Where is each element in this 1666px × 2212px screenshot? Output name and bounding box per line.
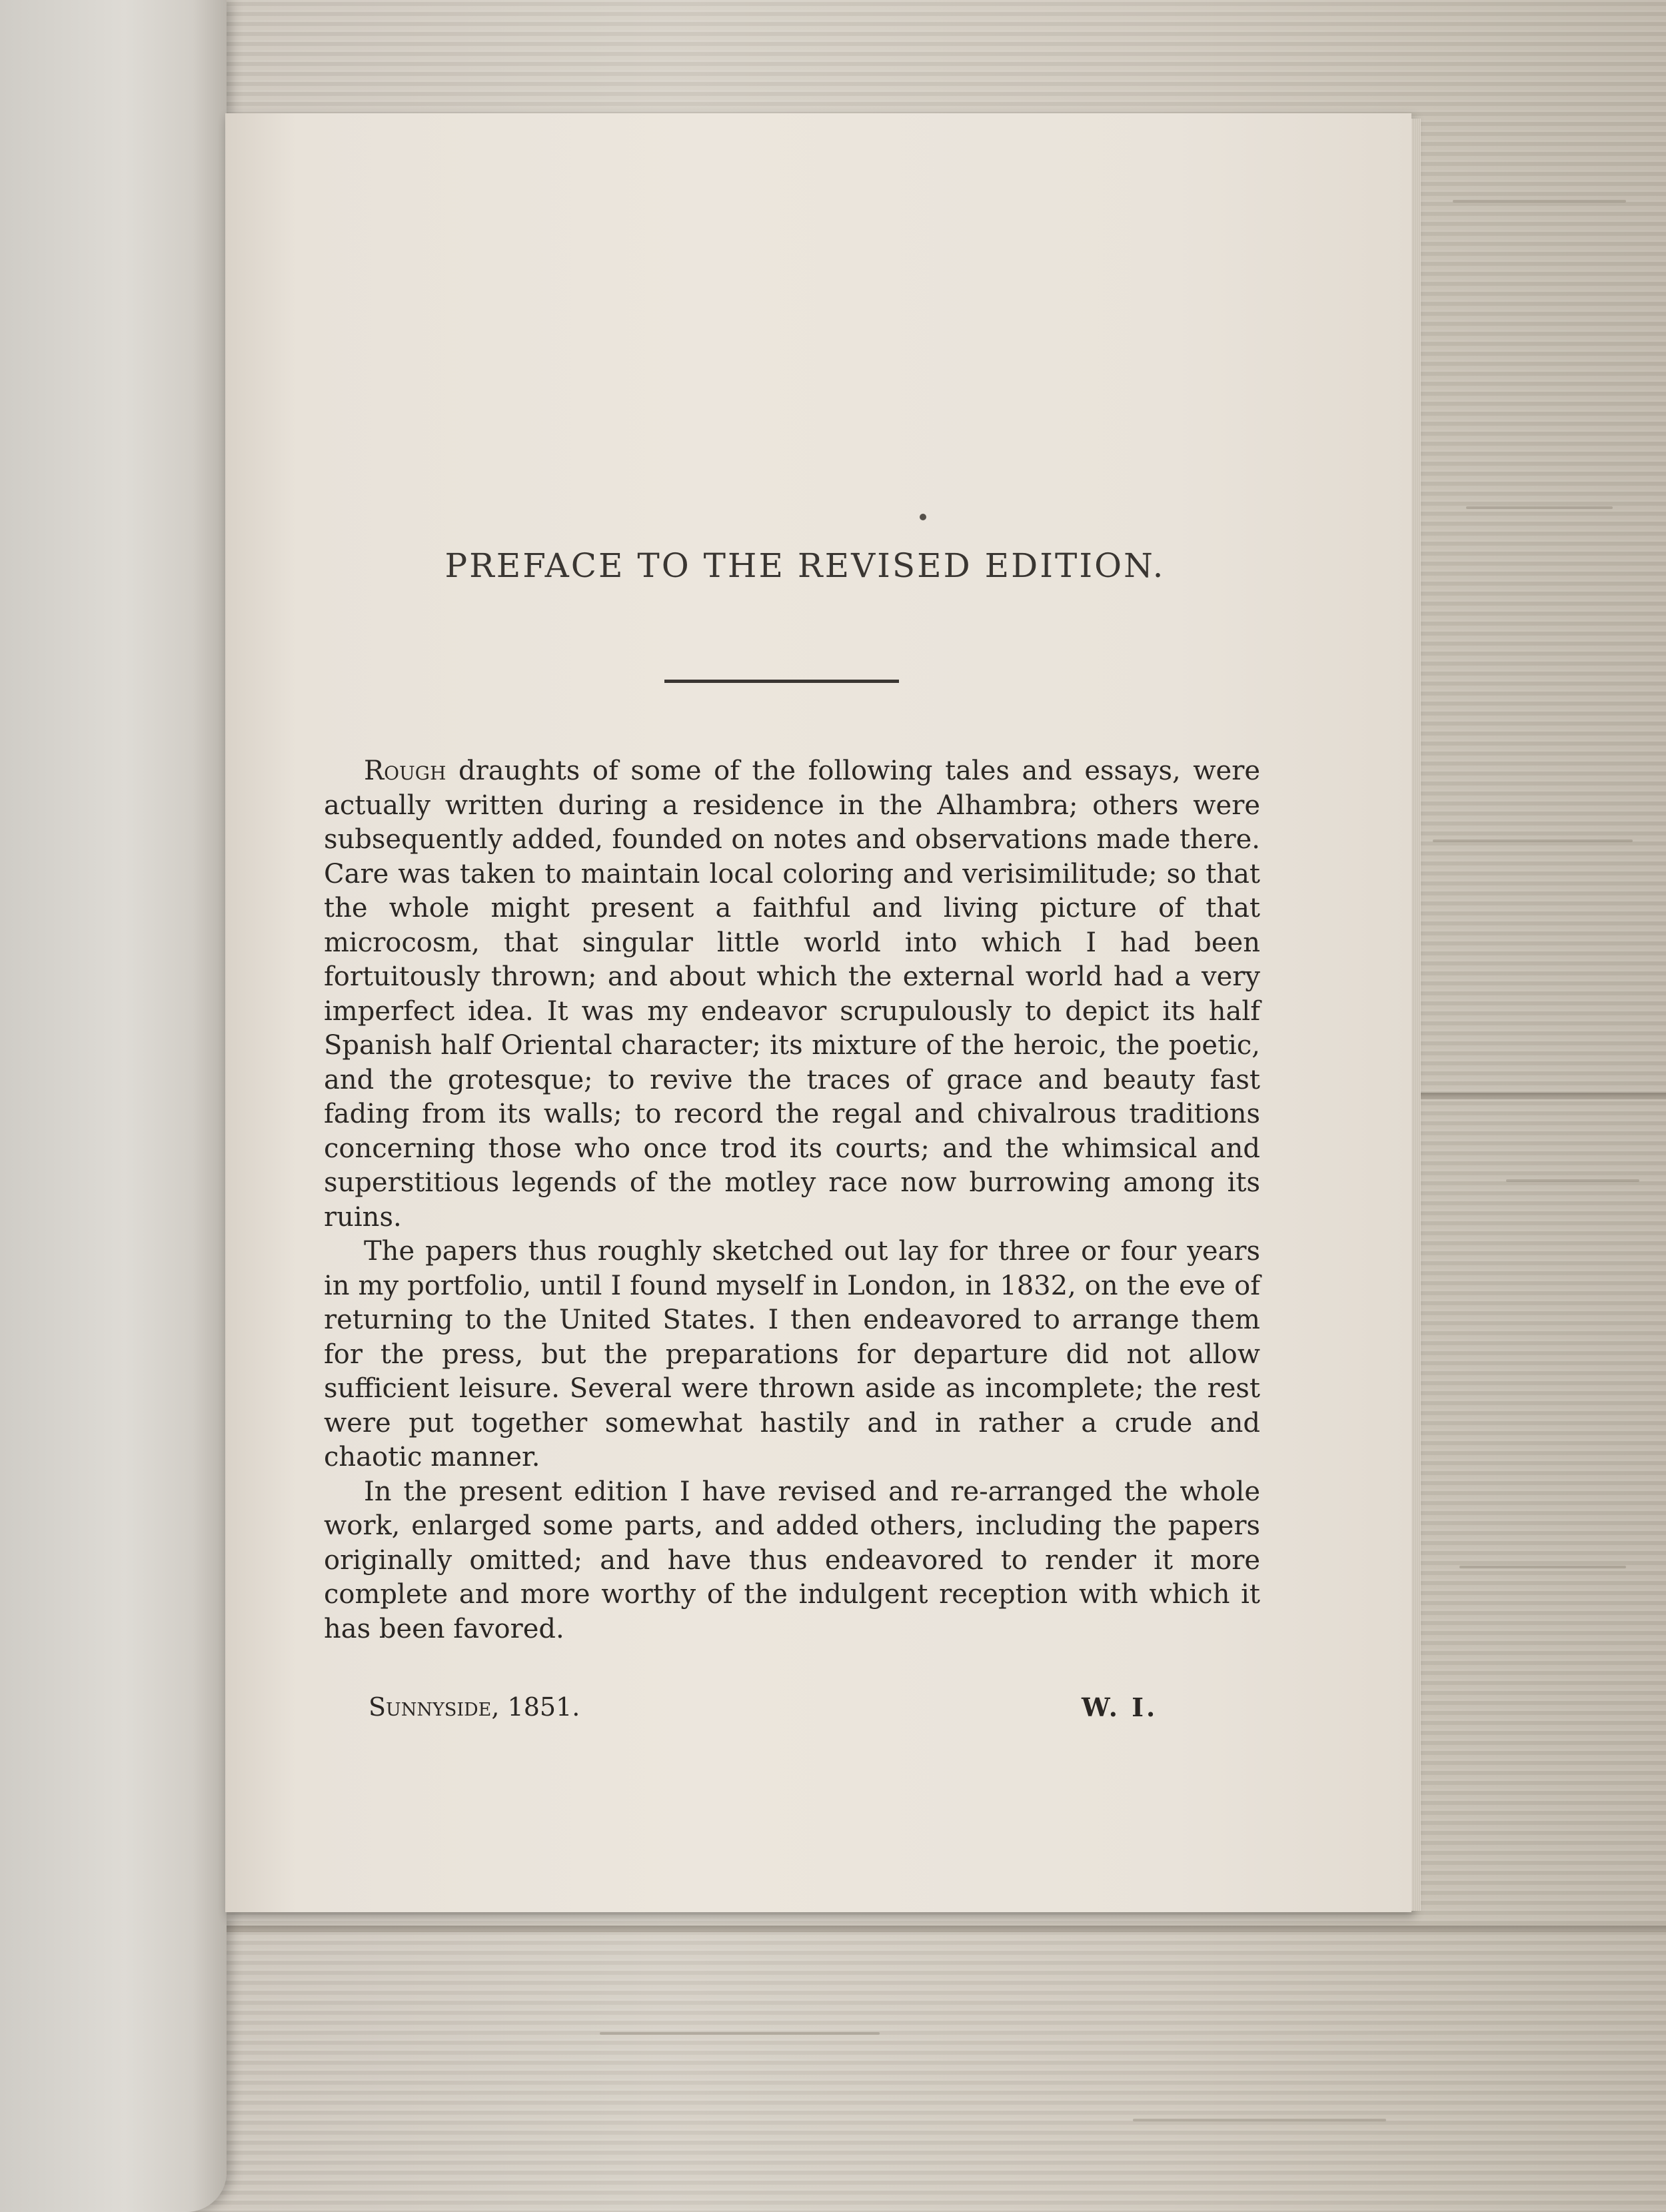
- wood-grain: [1506, 1179, 1639, 1182]
- preface-body: [324, 754, 1260, 1646]
- left-page: [0, 0, 227, 2212]
- wood-grain: [600, 2032, 880, 2035]
- wood-grain: [1459, 1566, 1626, 1568]
- ink-dot: [920, 514, 926, 520]
- paragraph: [324, 1475, 1260, 1647]
- wood-grain: [1133, 2119, 1386, 2121]
- book-page: [225, 113, 1411, 1912]
- paragraph-text: draughts of some of the following tales and essays, were actually written during a residence in the Alhambra; others were subsequently added, founded on notes and observations made there. Care was taken to maintain local coloring and verisimilitude; so that the whole might present a faithful and living picture of that microcosm, that singular little world into which I had been fortuitously thrown; and about which the external world had a very imperfect idea. It was my endeavor scrupulously to depict its half Spanish half Oriental character; its mixture of the heroic, the poetic, and the grotesque; to revive the traces of grace and beauty fast fading from its walls; to record the regal and chivalrous traditions concerning those who once trod its courts; and the whimsical and superstitious legends of the motley race now burrowing among its ruins.: [324, 756, 1260, 1233]
- author-initials: W. I.: [1082, 1692, 1158, 1722]
- page-title: PREFACE TO THE REVISED EDITION.: [444, 546, 1166, 585]
- place-date: Sunnyside, 1851.: [369, 1692, 580, 1722]
- wood-grain: [1466, 506, 1613, 509]
- wood-grain: [1433, 839, 1633, 842]
- plank-gap: [0, 1926, 1666, 1932]
- page-edge: [1411, 119, 1421, 1911]
- title-rule: [664, 680, 899, 683]
- paragraph-lead: Rough: [364, 756, 446, 786]
- page-content: [225, 113, 1411, 1912]
- paragraph: [324, 1235, 1260, 1475]
- wood-grain: [1453, 200, 1626, 203]
- paragraph: [324, 754, 1260, 1235]
- paragraph-text: In the present edition I have revised and re-arranged the whole work, enlarged some parts, and added others, including the papers originally omitted; and have thus endeavored to render it more complete and more worthy of the indulgent reception with which it has been favored.: [324, 1476, 1260, 1644]
- paragraph-text: The papers thus roughly sketched out lay for three or four years in my portfolio, until I found myself in London, in 1832, on the eve of returning to the United States. I then endeavored to arrange them for the press, but the preparations for departure did not allow sufficient leisure. Several were thrown aside as incomplete; the rest were put together somewhat hastily and in rather a crude and chaotic manner.: [324, 1236, 1260, 1472]
